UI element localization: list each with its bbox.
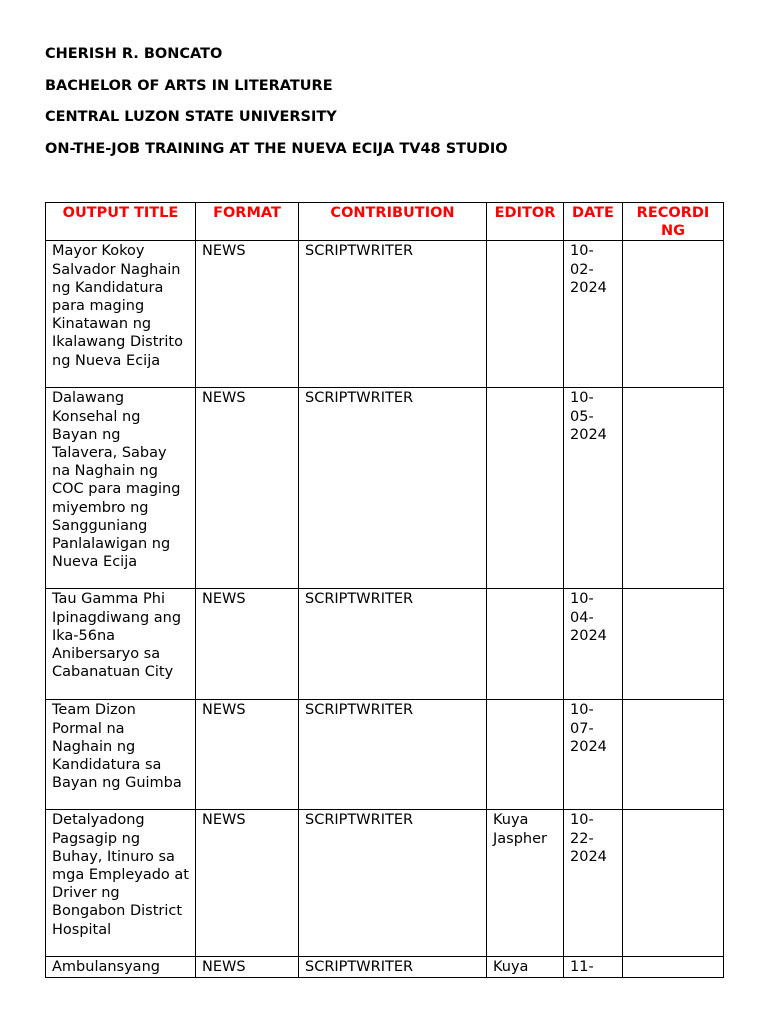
training-title: ON-THE-JOB TRAINING AT THE NUEVA ECIJA TV48 STUDIO	[45, 141, 508, 157]
recording-cell	[623, 810, 724, 957]
table-row	[46, 810, 724, 957]
editor-cell	[487, 388, 564, 589]
student-name: CHERISH R. BONCATO	[45, 46, 223, 62]
editor-cell	[487, 589, 564, 700]
recording-cell	[623, 589, 724, 700]
format-cell: NEWS	[196, 388, 299, 589]
output-title-cell: Mayor Kokoy Salvador Naghain ng Kandidatura para maging Kinatawan ng Ikalawang Distrito ng Nueva Ecija	[46, 241, 196, 388]
editor-cell: Kuya Jaspher	[487, 810, 564, 957]
column-header-editor: EDITOR	[487, 203, 564, 241]
date-cell: 10-22-2024	[564, 810, 623, 957]
format-cell: NEWS	[196, 810, 299, 957]
table-row	[46, 388, 724, 589]
recording-cell	[623, 388, 724, 589]
table-header-row	[46, 203, 724, 241]
column-header-output-title: OUTPUT TITLE	[46, 203, 196, 241]
table-row	[46, 957, 724, 977]
table-row	[46, 589, 724, 700]
date-cell: 10-05-2024	[564, 388, 623, 589]
recording-cell	[623, 700, 724, 810]
contribution-cell: SCRIPTWRITER	[299, 589, 487, 700]
output-log-table	[45, 202, 724, 978]
contribution-cell: SCRIPTWRITER	[299, 700, 487, 810]
contribution-cell: SCRIPTWRITER	[299, 810, 487, 957]
format-cell: NEWS	[196, 241, 299, 388]
recording-cell	[623, 241, 724, 388]
recording-cell	[623, 957, 724, 977]
table-row	[46, 241, 724, 388]
format-cell: NEWS	[196, 700, 299, 810]
column-header-recording: RECORDI NG	[623, 203, 724, 241]
column-header-contribution: CONTRIBUTION	[299, 203, 487, 241]
column-header-format: FORMAT	[196, 203, 299, 241]
output-title-cell: Tau Gamma Phi Ipinagdiwang ang Ika-56na Anibersaryo sa Cabanatuan City	[46, 589, 196, 700]
format-cell: NEWS	[196, 589, 299, 700]
date-cell: 10-07-2024	[564, 700, 623, 810]
editor-cell	[487, 241, 564, 388]
output-title-cell: Team Dizon Pormal na Naghain ng Kandidatura sa Bayan ng Guimba	[46, 700, 196, 810]
contribution-cell: SCRIPTWRITER	[299, 957, 487, 977]
format-cell: NEWS	[196, 957, 299, 977]
output-title-cell: Ambulansyang	[46, 957, 196, 977]
output-title-cell: Dalawang Konsehal ng Bayan ng Talavera, Sabay na Naghain ng COC para maging miyembro ng Sangguniang Panlalawigan ng Nueva Ecija	[46, 388, 196, 589]
date-cell: 10-02-2024	[564, 241, 623, 388]
editor-cell: Kuya	[487, 957, 564, 977]
table-row	[46, 700, 724, 810]
degree-program: BACHELOR OF ARTS IN LITERATURE	[45, 78, 333, 94]
contribution-cell: SCRIPTWRITER	[299, 241, 487, 388]
column-header-date: DATE	[564, 203, 623, 241]
output-title-cell: Detalyadong Pagsagip ng Buhay, Itinuro sa mga Empleyado at Driver ng Bongabon District Hospital	[46, 810, 196, 957]
date-cell: 11-	[564, 957, 623, 977]
editor-cell	[487, 700, 564, 810]
university-name: CENTRAL LUZON STATE UNIVERSITY	[45, 109, 337, 125]
contribution-cell: SCRIPTWRITER	[299, 388, 487, 589]
date-cell: 10-04-2024	[564, 589, 623, 700]
